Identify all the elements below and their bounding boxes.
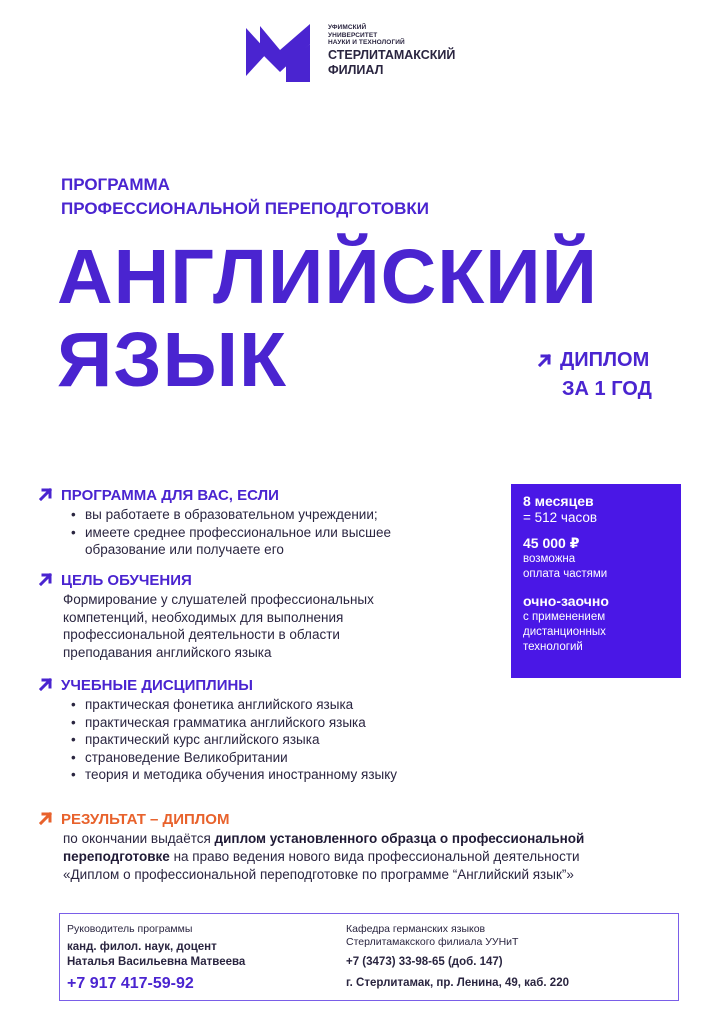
list-item: • страноведение Великобритании (69, 749, 397, 767)
for-you-title: ПРОГРАММА ДЛЯ ВАС, ЕСЛИ (61, 487, 279, 504)
hours: = 512 часов (523, 510, 598, 525)
department-label: Кафедра германских языков (346, 923, 486, 935)
study-format: очно-заочно (523, 593, 609, 609)
format-note: дистанционных (523, 626, 606, 638)
arrow-up-right-icon (39, 487, 53, 501)
price: 45 000 ₽ (523, 535, 580, 551)
price-note: оплата частями (523, 568, 608, 580)
result-title: РЕЗУЛЬТАТ – ДИПЛОМ (61, 811, 230, 828)
result-section (39, 810, 663, 884)
logo-line-4: СТЕРЛИТАМАКСКИЙ (328, 47, 456, 62)
head-name: Наталья Васильевна Матвеева (67, 956, 246, 968)
logo-line-2: УНИВЕРСИТЕТ (328, 31, 378, 39)
list-item: • практическая фонетика английского языка (69, 696, 397, 714)
program-head-contact (67, 923, 245, 994)
page-title (57, 236, 598, 402)
title-line-2: ЯЗЫК (57, 317, 287, 403)
goal-text (63, 591, 443, 661)
goal-line: профессиональной деятельности в области (63, 627, 340, 642)
goal-line: Формирование у слушателей профессиональных (63, 592, 374, 607)
program-heading-line-2: ПРОФЕССИОНАЛЬНОЙ ПЕРЕПОДГОТОВКИ (61, 199, 430, 218)
disciplines-section (39, 676, 397, 784)
result-plain: по окончании выдаётся (63, 831, 215, 846)
duration: 8 месяцев (523, 493, 594, 509)
disciplines-list (69, 696, 397, 784)
logo-line-1: УФИМСКИЙ (328, 24, 367, 31)
department-address: г. Стерлитамак, пр. Ленина, 49, каб. 220 (346, 977, 569, 989)
head-label: Руководитель программы (67, 923, 193, 935)
list-item: • теория и методика обучения иностранному языку (69, 766, 397, 784)
title-line-1: АНГЛИЙСКИЙ (57, 234, 598, 320)
list-item: • вы работаете в образовательном учреждении; (69, 506, 391, 524)
arrow-up-right-icon (39, 572, 53, 586)
list-item: • практическая грамматика английского языка (69, 714, 397, 732)
result-line-3: «Диплом о профессиональной переподготовке по программе “Английский язык”» (63, 867, 574, 882)
arrow-up-right-icon (39, 811, 53, 825)
list-item: • практический курс английского языка (69, 731, 397, 749)
goal-line: компетенций, необходимых для выполнения (63, 609, 344, 625)
program-heading-line-1: ПРОГРАММА (61, 175, 170, 194)
program-heading (61, 173, 561, 221)
department-label: Стерлитамакского филиала УУНиТ (346, 936, 519, 948)
department-phone[interactable]: +7 (3473) 33-98-65 (доб. 147) (346, 956, 503, 968)
arrow-up-right-icon (538, 353, 552, 367)
logo-text (328, 24, 455, 78)
price-note: возможна (523, 553, 576, 565)
head-degree: канд. филол. наук, доцент (67, 941, 217, 953)
info-box (511, 484, 681, 678)
goal-section (39, 571, 443, 661)
logo-line-3: НАУКИ И ТЕХНОЛОГИЙ (328, 39, 405, 46)
list-item-continuation: образование или получаете его (85, 542, 284, 557)
goal-line: преподавания английского языка (63, 644, 272, 660)
result-plain: на право ведения нового вида профессиональной деятельности (169, 849, 580, 864)
list-item: • имеете среднее профессиональное или высшее (69, 524, 391, 542)
for-you-section (39, 486, 391, 559)
university-logo (246, 22, 486, 84)
result-bold: переподготовке (63, 849, 170, 864)
diploma-line-1: ДИПЛОМ (560, 349, 650, 371)
goal-title: ЦЕЛЬ ОБУЧЕНИЯ (61, 572, 192, 589)
logo-line-5: ФИЛИАЛ (328, 62, 384, 77)
result-bold: диплом установленного образца о профессиональной (214, 831, 585, 846)
contact-box (59, 913, 679, 1001)
disciplines-title: УЧЕБНЫЕ ДИСЦИПЛИНЫ (61, 677, 253, 694)
format-note: с применением (523, 611, 606, 623)
logo-mark-icon (246, 22, 312, 82)
diploma-badge (538, 346, 652, 404)
result-text (63, 830, 663, 884)
diploma-line-2: ЗА 1 ГОД (562, 378, 652, 400)
for-you-list (69, 506, 391, 559)
head-phone[interactable]: +7 917 417-59-92 (67, 975, 194, 992)
department-contact (346, 923, 569, 991)
format-note: технологий (523, 641, 583, 653)
arrow-up-right-icon (39, 677, 53, 691)
